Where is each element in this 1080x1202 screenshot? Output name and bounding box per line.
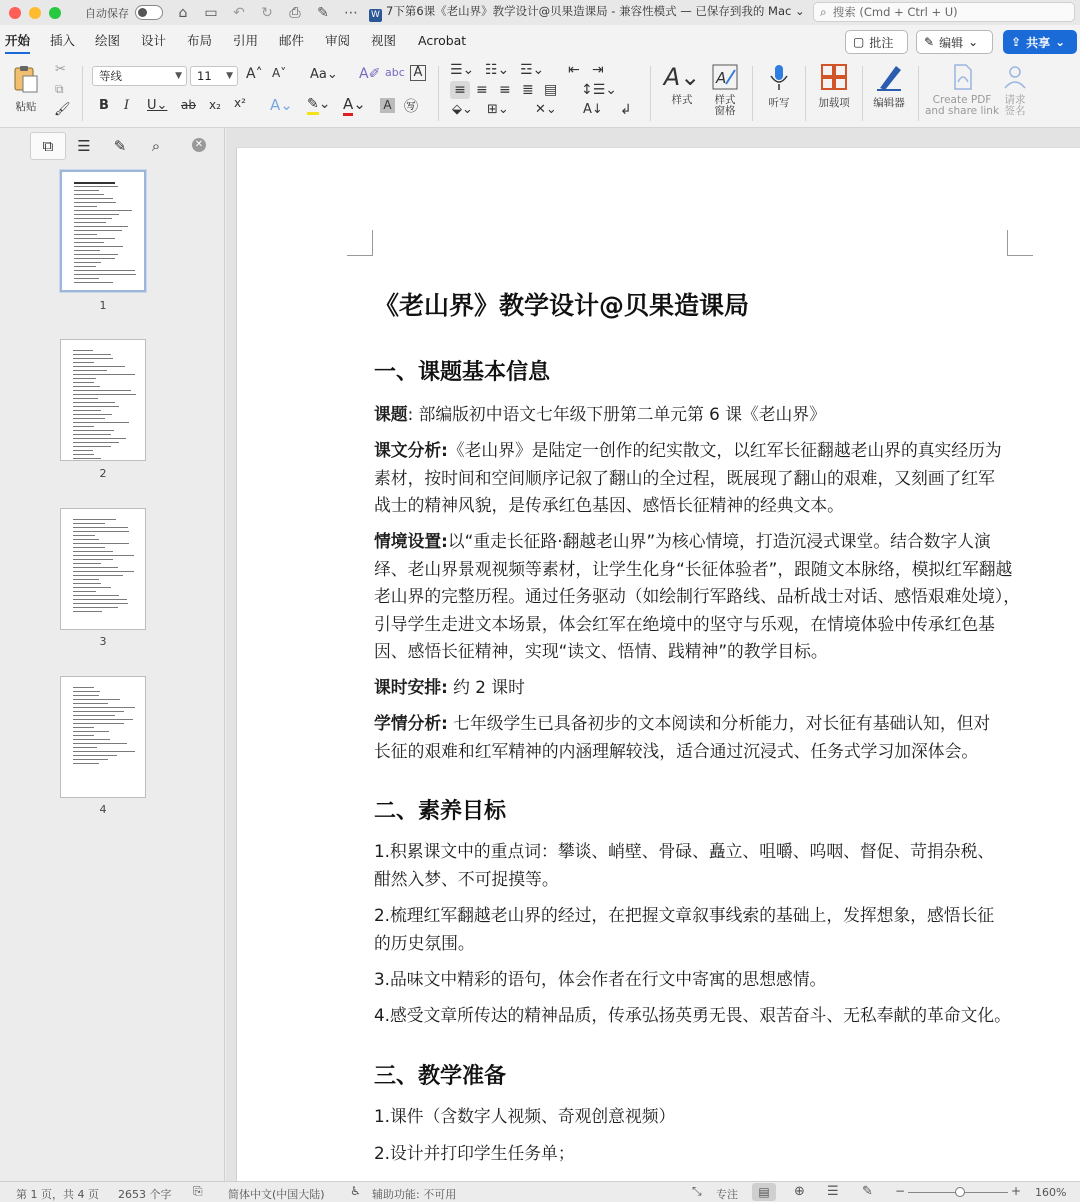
styles-icon: A⌄ [663,63,701,91]
create-pdf-label: Create PDF and share link [924,94,1000,117]
accessibility-icon: ♿ [350,1184,361,1198]
prep-text: 1.课件（含数字人视频、奇观创意视频） [374,1106,676,1126]
thumbnail-text-line [73,519,116,520]
thumbnail-text-line [73,350,93,351]
signature-icon [1000,62,1030,92]
thumbnail-text-line [74,214,119,215]
document-page[interactable] [236,147,1080,1181]
thumbnail-text-line [73,527,128,528]
thumbnail-text-line [73,715,115,716]
web-layout-icon[interactable]: ⊕ [794,1184,805,1199]
thumbnail-text-line [73,695,99,696]
focus-icon: ⤡ [692,1184,702,1198]
thumbnails-icon[interactable]: ⧉ [30,132,66,160]
document-title: 《老山界》教学设计@贝果造课局 [374,291,750,320]
page-thumbnail-2[interactable] [60,339,146,461]
page-thumbnail-1[interactable] [60,170,146,292]
thumbnail-text-line [73,523,105,524]
addins-icon [819,62,849,92]
thumbnail-text-line [73,611,102,612]
thumbnail-text-line [73,386,100,387]
thumbnail-text-line [74,230,122,231]
italic-icon[interactable]: I [124,98,130,113]
thumbnail-text-line [73,366,125,367]
page-thumbnail-number: 4 [99,803,107,816]
clipboard-icon [11,64,41,94]
more-icon[interactable]: ⋯ [344,4,358,21]
thumbnail-text-line [73,587,111,588]
request-signature-label: 请求 签名 [1004,94,1026,117]
scene-text: 引导学生走进文本场景，体会红军在绝境中的坚守与乐观，在情境体验中传承红色基 [374,613,995,634]
redo-icon[interactable]: ↻ [261,4,273,21]
thumbnail-text-line [73,442,119,443]
align-left-icon[interactable]: ≡ [450,81,470,99]
search-icon[interactable]: ⌕ [151,137,161,155]
highlight-icon[interactable]: ✎⌄ [307,96,330,112]
ribbon-separator [82,66,83,121]
thumbnail-text-line [73,551,113,552]
paste-button[interactable] [8,64,44,114]
thumbnail-text-line [73,354,111,355]
thumbnail-text-line [74,182,115,184]
thumbnail-text-line [74,210,132,211]
editor-button[interactable] [867,62,911,110]
thumbnail-text-line [73,394,136,395]
thumbnail-text-line [73,759,108,760]
ribbon-separator [438,66,439,121]
zoom-slider-handle[interactable] [955,1187,965,1197]
align-center-icon[interactable]: ≡ [476,82,488,98]
goal-2 [374,902,1024,957]
learner-text: 长征的艰难和红军精神的内涵理解较浅，适合通过沉浸式、任务式学习加深体会。 [374,740,979,761]
learner-label: 学情分析: [374,713,448,733]
undo-icon[interactable]: ↶ [233,4,245,21]
ribbon-separator [862,66,863,121]
window-controls [9,7,61,19]
close-pane-icon[interactable]: ✕ [192,138,206,152]
goal-text: 1.积累课文中的重点词：攀谈、峭壁、骨碌、矗立、咀嚼、呜咽、督促、苛捐杂税、 [374,841,995,861]
thumbnail-text-line [74,202,116,203]
chevron-down-icon: ⌄ [968,35,979,49]
change-case-icon[interactable]: Aa⌄ [310,67,338,82]
thumbnail-text-line [74,222,106,223]
language-status[interactable]: 简体中文(中国大陆) [228,1188,325,1201]
thumbnail-text-line [74,274,136,275]
thumbnail-text-line [74,250,100,251]
thumbnail-text-line [74,226,128,227]
tab-insert[interactable]: 插入 [50,33,76,48]
scene-label: 情境设置: [374,531,448,551]
word-count[interactable]: 2653 个字 [118,1188,172,1201]
styles-pane-button[interactable] [705,62,745,117]
tab-home[interactable]: 开始 [5,25,30,58]
navigation-pane [0,128,225,1181]
comment-label: 批注 [869,35,894,50]
document-area[interactable] [226,128,1080,1181]
zoom-out-icon[interactable]: − [895,1184,906,1198]
thumbnail-text-line [74,246,123,247]
thumbnail-text-line [73,743,127,744]
thumbnail-text-line [73,719,133,720]
thumbnail-text-line [73,406,119,407]
prep-2 [374,1140,1024,1168]
thumbnail-text-line [74,198,113,199]
create-pdf-button[interactable] [922,62,1002,117]
paragraph-analysis [374,437,1024,520]
paste-label: 粘贴 [15,101,37,113]
thumbnail-text-line [73,539,99,540]
thumbnail-text-line [73,607,118,608]
thumbnail-text-line [74,218,112,219]
accessibility-status[interactable]: 辅助功能: 不可用 [372,1188,457,1201]
crop-mark [347,230,373,256]
home-icon[interactable]: ⌂ [178,4,188,21]
thumbnail-text-line [73,410,101,411]
thumbnail-text-line [73,402,115,403]
ribbon-toolbar [0,58,1080,128]
title-bar [0,0,1080,25]
close-window-button[interactable] [9,7,21,19]
chevron-down-icon: ▼ [226,71,233,81]
thumbnail-text-line [73,374,135,375]
decrease-indent-icon[interactable]: ⇤ [568,62,580,78]
thumbnail-text-line [73,378,96,379]
thumbnail-text-line [74,194,104,195]
thumbnail-text-line [74,278,99,279]
thumbnail-text-line [74,254,118,255]
tab-view[interactable]: 视图 [371,33,397,48]
editor-icon [874,62,904,92]
thumbnail-text-line [73,727,94,728]
cut-icon[interactable]: ✂ [55,62,66,77]
share-button[interactable] [1003,30,1077,54]
styles-pane-label: 样式 窗格 [714,94,736,117]
save-icon[interactable]: ▭ [204,4,218,21]
thumbnail-text-line [73,591,96,592]
font-size-value: 11 [197,69,212,83]
thumbnail-text-line [73,603,128,604]
microphone-icon [764,62,794,92]
page-thumbnail-number: 2 [99,467,107,480]
scene-text: 以“重走长征路·翻越老山界”为核心情境，打造沉浸式课堂。结合数字人演 [447,531,991,551]
analysis-text: 《老山界》是陆定一创作的纪实散文，以红军长征翻越老山界的真实经历为 [447,440,1002,460]
thumbnail-text-line [73,739,110,740]
thumbnail-text-line [73,362,94,363]
thumbnail-text-line [73,422,129,423]
status-bar [0,1181,1080,1202]
document-title: W 7下第6课《老山界》教学设计@贝果造课局 - 兼容性模式 — 已保存到我的 Mac ⌄ [369,3,805,22]
addins-button[interactable] [812,62,856,110]
goal-text: 4.感受文章所传达的精神品质，传承弘扬英勇无畏、艰苦奋斗、无私奉献的革命文化。 [374,1005,1011,1025]
format-painter-icon[interactable]: 🖌 [54,102,71,117]
text-effects-icon[interactable]: A⌄ [270,96,293,114]
request-signature-button[interactable] [998,62,1032,117]
thumbnail-text-line [73,531,129,532]
paragraph-hours [374,674,1024,702]
thumbnail-text-line [73,454,94,455]
thumbnail-text-line [73,426,94,427]
asian-layout-icon[interactable]: ✕⌄ [535,102,557,117]
outline-icon[interactable]: ☰ [77,137,91,155]
thumbnail-text-line [74,242,104,243]
thumbnail-text-line [74,190,99,191]
thumbnail-text-line [73,763,99,764]
goal-text: 2.梳理红军翻越老山界的经过，在把握文章叙事线索的基础上，发挥想象，感悟长征 [374,905,995,925]
editor-label: 编辑器 [873,97,905,109]
sort-icon[interactable]: A↓ [583,102,603,117]
search-placeholder: 搜索 (Cmd + Ctrl + U) [832,5,958,19]
autosave-label: 自动保存 [85,6,129,20]
minimize-window-button[interactable] [29,7,41,19]
thumbnail-text-line [73,563,101,564]
enclose-characters-icon[interactable]: ㊢ [404,99,418,115]
styles-button[interactable] [662,62,702,107]
page-thumbnail-4[interactable] [60,676,146,798]
thumbnail-text-line [74,282,113,283]
thumbnail-text-line [73,414,112,415]
thumbnail-text-line [73,579,99,580]
crop-mark [1007,230,1033,256]
thumbnail-text-line [73,370,107,371]
search-icon: ⌕ [820,4,827,19]
customize-icon[interactable]: ✎ [317,4,329,21]
pdf-icon [947,62,977,92]
learner-text: 七年级学生已具备初步的文本阅读和分析能力，对长征有基础认知，但对 [447,713,991,733]
show-formatting-icon[interactable]: ↲ [620,102,632,118]
thumbnail-text-line [73,418,105,419]
tab-review[interactable]: 审阅 [325,33,351,48]
strikethrough-icon[interactable]: ab [181,98,196,112]
page-thumbnail-3[interactable] [60,508,146,630]
thumbnail-text-line [73,543,129,544]
hours-label: 课时安排: [374,677,448,697]
font-name-select[interactable] [92,66,187,86]
thumbnail-text-line [74,206,97,207]
thumbnail-text-line [73,555,134,556]
autosave-toggle[interactable] [135,5,163,20]
thumbnail-text-line [73,699,120,700]
shrink-font-icon[interactable]: A˅ [272,66,287,80]
addins-label: 加载项 [818,97,850,109]
search-input[interactable] [813,2,1075,22]
comment-icon: ▢ [853,35,865,49]
bold-icon[interactable]: B [99,98,109,113]
paragraph-topic [374,401,1024,429]
thumbnail-text-line [73,735,94,736]
scene-text: 老山界的完整历程。通过任务驱动（如绘制行军路线、品析战士对话、感悟艰难处境）， [374,586,1021,606]
edit-label: 编辑 [939,35,964,50]
styles-label: 样式 [671,94,693,106]
prep-1 [374,1103,1024,1131]
edit-mode-button[interactable] [916,30,993,54]
prep-text: 2.设计并打印学生任务单； [374,1143,575,1163]
paragraph-scene [374,528,1024,666]
outline-view-icon[interactable]: ☰ [827,1184,839,1199]
scene-text: 绎、老山界景观视频等素材，让学生化身“长征体验者”，跟随文本脉络，模拟红军翻越 [374,558,1013,579]
thumbnail-text-line [74,238,115,239]
bullets-icon[interactable]: ☰⌄ [450,62,475,78]
tab-mailings[interactable]: 邮件 [279,33,305,48]
grow-font-icon[interactable]: A˄ [246,66,263,82]
focus-mode-button[interactable]: 专注 [716,1188,738,1201]
thumbnail-text-line [73,547,105,548]
numbering-icon[interactable]: ☷⌄ [485,62,510,78]
multilevel-list-icon[interactable]: ☲⌄ [520,62,545,78]
draft-view-icon[interactable]: ✎ [862,1184,873,1199]
thumbnail-text-line [73,599,127,600]
thumbnail-text-line [73,731,109,732]
pencil-icon: ✎ [924,35,935,49]
print-layout-icon[interactable]: ▤ [752,1183,776,1201]
topic-text: : 部编版初中语文七年级下册第二单元第 6 课《老山界》 [407,404,826,424]
goal-text: 酣然入梦、不可捉摸等。 [374,868,559,889]
thumbnail-text-line [73,703,108,704]
justify-icon[interactable]: ≣ [522,82,534,98]
ribbon-separator [650,66,651,121]
thumbnail-text-line [74,234,97,235]
navigation-tools [30,132,174,160]
thumbnail-text-line [73,575,123,576]
thumbnail-text-line [73,535,95,536]
thumbnail-text-line [73,707,135,708]
share-icon: ⇪ [1011,35,1022,49]
thumbnail-text-line [73,434,111,435]
line-spacing-icon[interactable]: ↕☰⌄ [581,82,618,98]
page-count[interactable]: 第 1 页，共 4 页 [16,1188,99,1201]
borders-icon[interactable]: ⊞⌄ [487,102,509,117]
dictate-button[interactable] [760,62,798,110]
analysis-label: 课文分析: [374,440,448,460]
zoom-window-button[interactable] [49,7,61,19]
tab-references[interactable]: 引用 [233,33,259,48]
thumbnail-text-line [73,559,113,560]
heading-preparation: 三、教学准备 [374,1064,507,1089]
tab-acrobat[interactable]: Acrobat [418,33,467,48]
align-right-icon[interactable]: ≡ [499,82,511,98]
thumbnail-text-line [73,450,93,451]
chevron-down-icon: ⌄ [1055,35,1066,49]
thumbnail-text-line [73,567,118,568]
goal-4 [374,1002,1024,1030]
character-shading-icon[interactable]: A [380,98,395,113]
goal-3 [374,966,1024,994]
thumbnail-text-line [74,266,96,267]
analysis-text: 素材，按时间和空间顺序记叙了翻山的全过程，既展现了翻山的艰难，又刻画了红军 [374,467,995,488]
thumbnail-text-line [74,262,101,263]
analysis-text: 战士的精神风貌，是传承红色基因、感悟长征精神的经典文本。 [374,495,844,515]
thumbnail-text-line [73,430,114,431]
print-icon[interactable]: ⎙ [289,4,301,21]
heading-basic-info: 一、课题基本信息 [374,360,551,385]
shading-icon[interactable]: ⬙⌄ [452,102,473,117]
thumbnail-text-line [73,458,101,459]
character-border-icon[interactable]: A [410,65,426,81]
clear-format-icon[interactable]: A✐ [359,66,381,82]
tab-design[interactable]: 设计 [141,33,167,48]
page-thumbnail-number: 3 [99,635,107,648]
find-replace-icon[interactable]: ✎ [113,137,127,155]
proofing-icon[interactable]: ⎘ [193,1184,203,1198]
share-label: 共享 [1026,35,1051,50]
thumbnail-text-line [74,186,118,187]
thumbnail-text-line [73,583,101,584]
font-color-icon[interactable]: A⌄ [343,95,366,113]
copy-icon[interactable]: ⧉ [55,82,64,96]
goal-text: 的历史氛围。 [374,932,475,953]
thumbnail-text-line [73,711,124,712]
goal-1 [374,838,1024,893]
thumbnail-text-line [73,687,94,688]
thumbnail-text-line [74,258,115,259]
thumbnail-text-line [73,358,113,359]
ribbon-separator [752,66,753,121]
subscript-icon[interactable]: x₂ [209,98,221,112]
ribbon-separator [918,66,919,121]
increase-indent-icon[interactable]: ⇥ [592,62,604,78]
hours-text: 约 2 课时 [447,677,525,697]
page-thumbnail-number: 1 [99,299,107,312]
font-size-select[interactable] [190,66,238,86]
zoom-in-icon[interactable]: + [1011,1184,1022,1198]
scene-text: 因、感悟长征精神，实现“读文、悟情、践精神”的教学目标。 [374,641,828,661]
chevron-down-icon: ▼ [175,71,182,81]
ribbon-separator [805,66,806,121]
font-name-value: 等线 [99,69,122,83]
thumbnail-text-line [73,747,97,748]
phonetic-guide-icon[interactable]: abc [385,66,405,79]
superscript-icon[interactable]: x² [234,96,246,110]
thumbnail-text-line [73,438,126,439]
distributed-icon[interactable]: ▤ [544,82,558,98]
thumbnail-text-line [73,446,111,447]
dictate-label: 听写 [768,97,790,109]
topic-label: 课题 [374,404,408,424]
thumbnail-text-line [73,595,119,596]
svg-text:A: A [716,69,727,87]
thumbnail-text-line [73,571,134,572]
thumbnail-text-line [73,382,94,383]
paragraph-learner [374,710,1024,765]
thumbnail-text-line [73,723,124,724]
comment-button[interactable] [845,30,908,54]
thumbnail-text-line [73,691,100,692]
heading-goals: 二、素养目标 [374,799,507,824]
thumbnail-text-line [73,755,117,756]
goal-text: 3.品味文中精彩的语句，体会作者在行文中寄寓的思想感情。 [374,969,827,989]
thumbnail-text-line [73,390,131,391]
thumbnail-text-line [73,398,98,399]
thumbnail-text-line [74,270,135,271]
word-doc-icon: W [369,9,382,22]
zoom-level[interactable]: 160% [1035,1186,1067,1199]
styles-pane-icon [710,62,740,92]
tab-draw[interactable]: 绘图 [95,33,121,48]
thumbnail-text-line [73,751,135,752]
underline-icon[interactable]: U⌄ [147,98,168,113]
tab-layout[interactable]: 布局 [187,33,213,48]
